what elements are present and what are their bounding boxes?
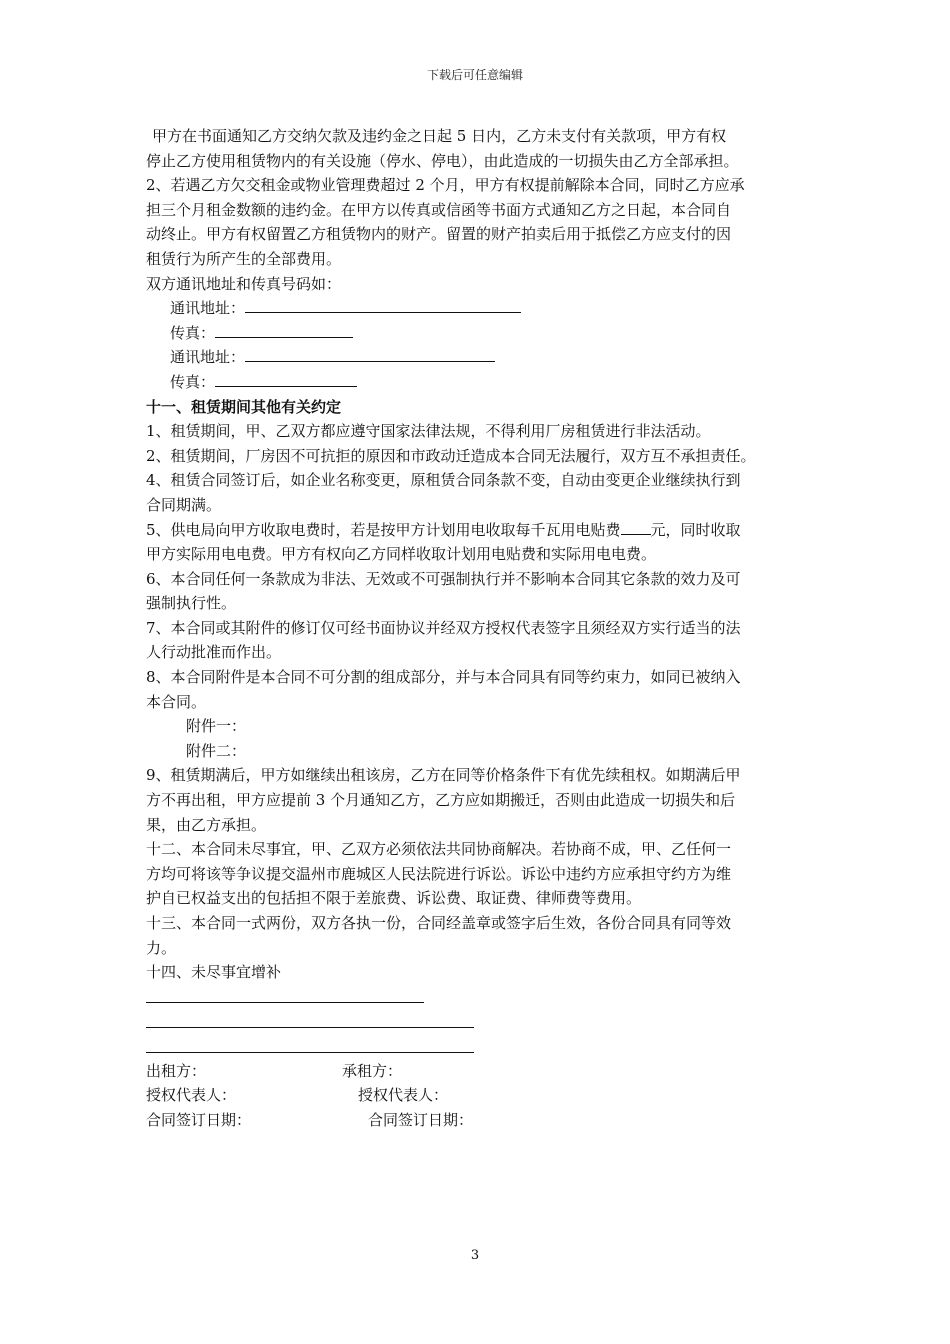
address-row-2 (146, 345, 818, 370)
clause-line: 甲方实际用电电费。甲方有权向乙方同样收取计划用电贴费和实际用电电费。 (146, 545, 657, 564)
fax-blank-line (215, 370, 357, 387)
clause-line (146, 518, 818, 543)
clause-line: 十三、本合同一式两份，双方各执一份，合同经盖章或签字后生效，各份合同具有同等效 (146, 914, 732, 932)
signature-row-representative (146, 1083, 818, 1108)
clause-line: 方不再出租，甲方应提前 3 个月通知乙方，乙方应如期搬迁，否则由此造成一切损失和后 (146, 791, 736, 810)
paragraph-line: 甲方在书面通知乙方交纳欠款及违约金之日起 5 日内，乙方未支付有关款项，甲方有权 (152, 127, 727, 145)
clause-line: 4、租赁合同签订后，如企业名称变更，原租赁合同条款不变，自动由变更企业继续执行到 (146, 471, 741, 490)
lessee-label: 承租方： (342, 1061, 403, 1080)
clause-line: 6、本合同任何一条款成为非法、无效或不可强制执行并不影响本合同其它条款的效力及可 (146, 569, 741, 588)
page-number: 3 (470, 1248, 480, 1263)
fax-row-1 (146, 321, 818, 346)
contact-intro: 双方通讯地址和传真号码如： (146, 274, 342, 293)
fax-blank-line (215, 321, 353, 338)
clause-line: 护自已权益支出的包括担不限于差旅费、诉讼费、取证费、律师费等费用。 (146, 889, 642, 908)
clause-line: 9、租赁期满后，甲方如继续出租该房，乙方在同等价格条件下有优先续租权。如期满后甲 (146, 766, 741, 785)
address-label: 通讯地址： (170, 348, 246, 367)
clause-line: 十四、未尽事宜增补 (146, 963, 282, 982)
signature-row-parties (146, 1059, 818, 1084)
clause-line: 合同期满。 (146, 495, 222, 514)
clause-line: 强制执行性。 (146, 594, 237, 613)
address-blank-line (245, 345, 495, 362)
page-header-note: 下载后可任意编辑 (426, 68, 523, 82)
clause-text: 元，同时收取 (650, 520, 741, 539)
document-body (146, 124, 818, 1132)
address-blank-line (245, 296, 521, 313)
lessor-date-label: 合同签订日期： (146, 1110, 252, 1129)
paragraph-line: 担三个月租金数额的违约金。在甲方以传真或信函等书面方式通知乙方之日起，本合同自 (146, 200, 732, 219)
signature-row-date (146, 1108, 818, 1133)
fee-blank-line (621, 520, 651, 535)
fax-row-2 (146, 370, 818, 395)
clause-line: 本合同。 (146, 692, 207, 711)
supplement-blank-line (146, 985, 818, 1010)
section-title: 十一、租赁期间其他有关约定 (146, 397, 342, 416)
fax-label: 传真： (170, 323, 216, 342)
attachment-label: 附件二： (186, 741, 247, 760)
paragraph-line: 动终止。甲方有权留置乙方租赁物内的财产。留置的财产拍卖后用于抵偿乙方应支付的因 (146, 225, 732, 244)
clause-line: 8、本合同附件是本合同不可分割的组成部分，并与本合同具有同等约束力，如同已被纳入 (146, 668, 741, 687)
lessor-label: 出租方： (146, 1061, 207, 1080)
clause-line: 2、租赁期间，厂房因不可抗拒的原因和市政动迁造成本合同无法履行，双方互不承担责任。 (146, 446, 756, 465)
address-label: 通讯地址： (170, 299, 246, 318)
address-row-1 (146, 296, 818, 321)
clause-line: 力。 (146, 938, 177, 957)
lessee-representative-label: 授权代表人： (358, 1086, 449, 1105)
paragraph-line: 停止乙方使用租赁物内的有关设施（停水、停电），由此造成的一切损失由乙方全部承担。 (146, 151, 739, 170)
clause-line: 十二、本合同未尽事宜，甲、乙双方必须依法共同协商解决。若协商不成，甲、乙任何一 (146, 840, 732, 859)
supplement-blank-line (146, 1034, 818, 1059)
clause-text: 5、供电局向甲方收取电费时，若是按甲方计划用电收取每千瓦用电贴费 (146, 520, 621, 539)
supplement-blank-line (146, 1009, 818, 1034)
lessor-representative-label: 授权代表人： (146, 1086, 237, 1105)
paragraph-line: 租赁行为所产生的全部费用。 (146, 249, 342, 268)
paragraph-line: 2、若遇乙方欠交租金或物业管理费超过 2 个月，甲方有权提前解除本合同，同时乙方应承 (146, 176, 745, 195)
clause-line: 果，由乙方承担。 (146, 815, 267, 834)
clause-line: 人行动批准而作出。 (146, 643, 282, 662)
clause-line: 1、租赁期间，甲、乙双方都应遵守国家法律法规，不得利用厂房租赁进行非法活动。 (146, 422, 711, 441)
attachment-label: 附件一： (186, 717, 247, 736)
lessee-date-label: 合同签订日期： (368, 1110, 474, 1129)
clause-line: 7、本合同或其附件的修订仅可经书面协议并经双方授权代表签字且须经双方实行适当的法 (146, 618, 741, 637)
fax-label: 传真： (170, 372, 216, 391)
clause-line: 方均可将该等争议提交温州市鹿城区人民法院进行诉讼。诉讼中违约方应承担守约方为维 (146, 864, 732, 883)
